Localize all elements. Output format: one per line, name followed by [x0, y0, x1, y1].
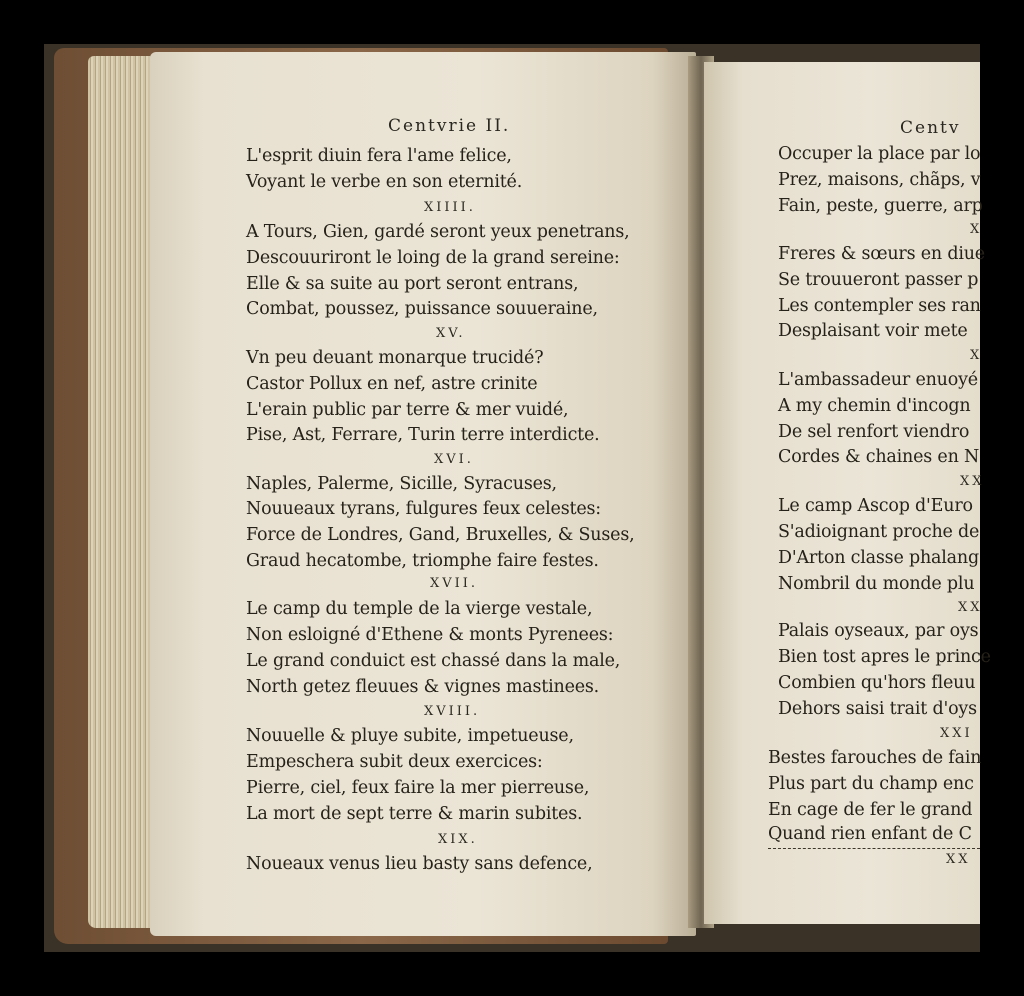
- verse-line: Cordes & chaines en N: [778, 447, 980, 467]
- quatrain-number: XVI.: [434, 452, 474, 467]
- verse-line: L'esprit diuin fera l'ame felice,: [246, 146, 512, 166]
- verse-line: Force de Londres, Gand, Bruxelles, & Suses,: [246, 525, 635, 545]
- verse-line: A Tours, Gien, gardé seront yeux penetrans,: [246, 222, 630, 242]
- verse-line: D'Arton classe phalang: [778, 548, 979, 568]
- verse-line: Combien qu'hors fleuu: [778, 673, 976, 693]
- running-head-left: Centvrie II.: [388, 116, 511, 136]
- verse-line: Castor Pollux en nef, astre crinite: [246, 374, 538, 394]
- verse-line: La mort de sept terre & marin subites.: [246, 804, 583, 824]
- verse-line: Palais oyseaux, par oys: [778, 621, 979, 641]
- verse-line: Vn peu deuant monarque trucidé?: [246, 348, 544, 368]
- ornamental-rule: [768, 848, 980, 849]
- verse-line: Se trouueront passer p: [778, 270, 979, 290]
- verse-line: L'ambassadeur enuoyé: [778, 370, 978, 390]
- verse-line: Prez, maisons, chãps, v: [778, 170, 981, 190]
- verse-line: Graud hecatombe, triomphe faire festes.: [246, 551, 599, 571]
- verse-line: Bestes farouches de fain: [768, 748, 982, 768]
- verse-line: Empeschera subit deux exercices:: [246, 752, 543, 772]
- verse-line: Descouuriront le loing de la grand sereine:: [246, 248, 620, 268]
- verse-line: Freres & sœurs en diue: [778, 244, 985, 264]
- verse-line: Le camp du temple de la vierge vestale,: [246, 599, 593, 619]
- quatrain-number: XX: [960, 474, 985, 489]
- quatrain-number: XIX.: [438, 832, 478, 847]
- verse-line: Occuper la place par lo: [778, 144, 981, 164]
- quatrain-number: X: [970, 222, 983, 237]
- verse-line: Pierre, ciel, feux faire la mer pierreuse,: [246, 778, 590, 798]
- quatrain-number: X: [970, 348, 983, 363]
- quatrain-number: XIIII.: [424, 200, 476, 215]
- verse-line: En cage de fer le grand: [768, 800, 973, 820]
- verse-line: Elle & sa suite au port seront entrans,: [246, 274, 579, 294]
- verse-line: Dehors saisi trait d'oys: [778, 699, 977, 719]
- verse-line: Voyant le verbe en son eternité.: [246, 172, 523, 192]
- verse-line: Le grand conduict est chassé dans la male,: [246, 651, 621, 671]
- verse-line: Bien tost apres le prince: [778, 647, 991, 667]
- verse-line: L'erain public par terre & mer vuidé,: [246, 400, 569, 420]
- verse-line: Plus part du champ enc: [768, 774, 974, 794]
- verse-line: Quand rien enfant de C: [768, 824, 972, 844]
- verse-line: Combat, poussez, puissance souueraine,: [246, 299, 598, 319]
- verse-line: Nombril du monde plu: [778, 574, 975, 594]
- verse-line: Pise, Ast, Ferrare, Turin terre interdicte.: [246, 425, 600, 445]
- verse-line: Desplaisant voir mete: [778, 321, 968, 341]
- verse-line: Noueaux venus lieu basty sans defence,: [246, 854, 593, 874]
- verse-line: Fain, peste, guerre, arp: [778, 196, 983, 216]
- verse-line: S'adioignant proche de: [778, 522, 980, 542]
- verse-line: Nouueaux tyrans, fulgures feux celestes:: [246, 499, 601, 519]
- quatrain-number: XVIII.: [424, 704, 481, 719]
- catchword-numeral: XX: [946, 852, 971, 867]
- verse-line: Nouuelle & pluye subite, impetueuse,: [246, 726, 574, 746]
- quatrain-number: XVII.: [430, 576, 479, 591]
- verse-line: De sel renfort viendro: [778, 422, 970, 442]
- quatrain-number: XV.: [436, 326, 466, 341]
- running-head-right: Centv: [900, 118, 961, 138]
- verse-line: Non esloigné d'Ethene & monts Pyrenees:: [246, 625, 614, 645]
- verse-line: Naples, Palerme, Sicille, Syracuses,: [246, 474, 557, 494]
- verse-line: Le camp Ascop d'Euro: [778, 496, 973, 516]
- verse-line: North getez fleuues & vignes mastinees.: [246, 677, 600, 697]
- quatrain-number: XX: [958, 600, 983, 615]
- right-page-text: [704, 62, 991, 924]
- quatrain-number: XXI: [940, 726, 973, 741]
- verse-line: A my chemin d'incogn: [778, 396, 971, 416]
- verse-line: Les contempler ses ran: [778, 296, 981, 316]
